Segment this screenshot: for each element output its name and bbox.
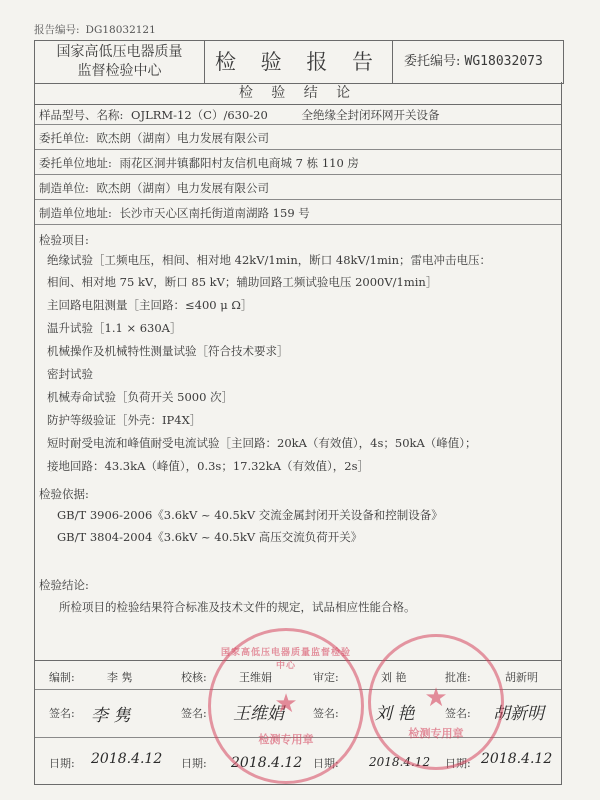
item-3: 温升试验［1.1 × 630A］ (47, 321, 182, 335)
maker-address-value: 长沙市天心区南托街道南湖路 159 号 (119, 206, 310, 220)
item-2: 主回路电阻测量［主回路：≤400 μ Ω］ (47, 298, 253, 312)
sample-value: OJLRM-12（C）/630-20 (131, 108, 268, 122)
report-title: 检 验 报 告 (205, 41, 393, 83)
basis-1: GB/T 3906-2006《3.6kV ~ 40.5kV 交流金属封闭开关设备和控制设备》 (57, 508, 443, 522)
client-row (35, 126, 561, 150)
hand-signature-2: 王维娟 (233, 704, 284, 724)
sign-label-3: 签名: (313, 707, 339, 720)
sign-label-4: 签名: (445, 707, 471, 720)
hand-date-2: 2018.4.12 (231, 755, 303, 771)
date-label-3: 日期: (313, 757, 339, 770)
result-text: 所检项目的检验结果符合标准及技术文件的规定，试品相应性能合格。 (59, 600, 416, 614)
org-line-2: 监督检验中心 (77, 63, 162, 79)
approved-name: 胡新明 (505, 671, 538, 684)
client-address-label: 委托单位地址: (39, 156, 112, 170)
stamp-star-icon-2: ★ (424, 683, 448, 713)
org-name (35, 41, 205, 83)
item-5: 密封试验 (47, 367, 93, 381)
client-address-value: 雨花区洞井镇鄱阳村友信机电商城 7 栋 110 房 (119, 156, 359, 170)
report-header (34, 40, 564, 84)
stamp-2-text: 检测专用章 (408, 727, 464, 740)
checked-name: 王维娟 (239, 671, 272, 684)
sample-row (35, 105, 561, 125)
client-value: 欧杰朗（湖南）电力发展有限公司 (96, 131, 270, 145)
consign-label: 委托编号: (404, 54, 461, 69)
hand-signature-1: 李 隽 (91, 706, 131, 726)
item-4: 机械操作及机械特性测量试验［符合技术要求］ (47, 344, 289, 358)
item-1: 绝缘试验［工频电压，相间、相对地 42kV/1min，断口 48kV/1min；雷电冲击电压： (47, 253, 491, 267)
hand-date-4: 2018.4.12 (481, 751, 553, 767)
client-label: 委托单位: (39, 131, 89, 145)
approved-label: 批准: (445, 671, 471, 684)
hand-signature-3: 刘 艳 (375, 704, 415, 724)
consign-value: WG18032073 (464, 54, 543, 69)
maker-address-row (35, 201, 561, 225)
compiled-label: 编制: (49, 671, 75, 684)
conclusion-title: 检 验 结 论 (35, 82, 561, 105)
maker-address-label: 制造单位地址: (39, 206, 112, 220)
date-label-4: 日期: (445, 757, 471, 770)
maker-value: 欧杰朗（湖南）电力发展有限公司 (96, 181, 270, 195)
item-7: 防护等级验证［外壳：IP4X］ (47, 413, 202, 427)
stamp-1-text: 国家高低压电器质量监督检验中心 (221, 648, 352, 671)
stamp-star-icon: ★ (274, 689, 298, 719)
date-label-2: 日期: (181, 757, 207, 770)
compiled-name: 李 隽 (107, 671, 133, 684)
checked-label: 校核: (181, 671, 207, 684)
consign-number (392, 41, 563, 83)
client-address-row (35, 151, 561, 175)
hand-signature-4: 胡新明 (493, 704, 544, 724)
sample-desc: 全绝缘全封闭环网开关设备 (301, 108, 440, 122)
item-8: 短时耐受电流和峰值耐受电流试验［主回路：20kA（有效值），4s；50kA（峰值）； (47, 436, 477, 450)
reviewed-name: 刘 艳 (381, 671, 407, 684)
org-line-1: 国家高低压电器质量 (56, 44, 183, 60)
result-title: 检验结论: (39, 578, 89, 592)
basis-title: 检验依据: (39, 487, 89, 501)
sample-label: 样品型号、名称: (39, 108, 124, 122)
date-label-1: 日期: (49, 757, 75, 770)
sign-label-1: 签名: (49, 707, 75, 720)
stamp-testing-seal (368, 634, 504, 770)
maker-label: 制造单位: (39, 181, 89, 195)
item-6: 机械寿命试验［负荷开关 5000 次］ (47, 390, 234, 404)
item-8-cont: 接地回路：43.3kA（峰值），0.3s；17.32kA（有效值），2s］ (47, 459, 369, 473)
maker-row (35, 176, 561, 200)
report-number (34, 22, 156, 37)
stamp-inspection-center (208, 628, 364, 784)
sign-label-2: 签名: (181, 707, 207, 720)
hand-date-1: 2018.4.12 (91, 751, 163, 767)
basis-2: GB/T 3804-2004《3.6kV ~ 40.5kV 高压交流负荷开关》 (57, 530, 363, 544)
report-number-value: DG18032121 (85, 24, 156, 36)
items-title: 检验项目: (39, 233, 89, 247)
reviewed-label: 审定: (313, 671, 339, 684)
hand-date-3: 2018.4.12 (369, 755, 431, 769)
item-1-cont: 相间、相对地 75 kV，断口 85 kV；辅助回路工频试验电压 2000V/1min］ (47, 275, 438, 289)
report-number-label: 报告编号: (34, 24, 80, 36)
stamp-1-sub: 检测专用章 (258, 733, 314, 746)
